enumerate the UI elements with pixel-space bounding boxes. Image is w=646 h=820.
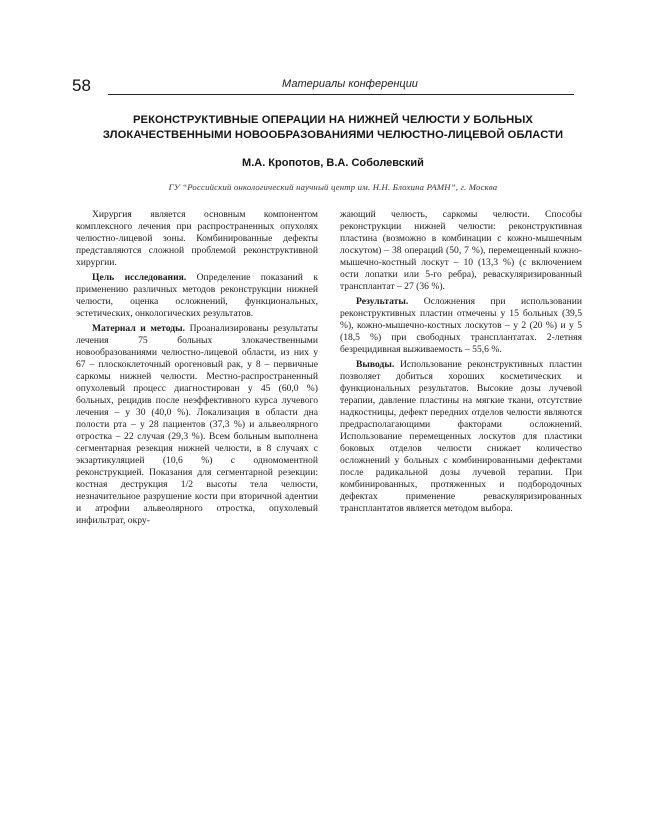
running-title: Материалы конференции bbox=[282, 78, 418, 90]
conclusions-label: Выводы. bbox=[356, 359, 395, 370]
methods-label: Материал и методы. bbox=[92, 323, 186, 334]
article-title: РЕКОНСТРУКТИВНЫЕ ОПЕРАЦИИ НА НИЖНЕЙ ЧЕЛЮСТИ У БОЛЬНЫХ ЗЛОКАЧЕСТВЕННЫМИ НОВООБРАЗОВАНИЯМИ ЧЕЛЮСТНО-ЛИЦЕВОЙ ОБЛАСТИ bbox=[102, 114, 564, 141]
results-paragraph bbox=[340, 296, 582, 356]
aim-paragraph bbox=[76, 272, 318, 320]
right-column bbox=[340, 209, 582, 518]
methods-paragraph bbox=[76, 323, 318, 527]
aim-label: Цель исследования. bbox=[92, 272, 187, 283]
left-column bbox=[76, 209, 318, 530]
page-number: 58 bbox=[72, 76, 91, 95]
methods-text: Проанализированы результаты лечения 75 больных злокачественными новообразованиями челюстно-лицевой области, из них у 67 – плоскоклеточный орогеновый рак, у 8 – первичные саркомы нижней челюсти. Местно-распространенный опухолевый процесс диагностирован у 45 (60,0 %) больных, рецидив после неэффективного курса лучевого лечения – у 30 (40,0 %). Локализация в области дна полости рта – у 28 пациентов (37,3 %) и альвеолярного отростка – 22 случая (29,3 %). Всем больным выполнена сегментарная резекция нижней челюсти, в 8 случаях с экзартикуляцией (10,6 %) с одномоментной реконструкцией. Показания для сегментарной резекции: костная деструкция 1/2 высоты тела челюсти, незначительное разрушение кости при вторичной адентии и атрофии альвеолярного отростка, опухолевый инфильтрат, окру- bbox=[76, 323, 319, 526]
intro-paragraph: Хирургия является основным компонентом комплексного лечения при распространенных опухолях челюстно-лицевой зоны. Комбинированные дефекты представляются сложной проблемой реконструктивной хирургии. bbox=[76, 209, 318, 268]
conclusions-text: Использование реконструктивных пластин позволяет добиться хороших косметических и функциональных результатов. Высокие дозы лучевой терапии, давление пластины на мягкие ткани, отсутствие надкостницы, дефект передних отделов челюсти являются предрасполагающими факторами осложнений. Использование перемещенных лоскутов для пластики боковых отделов челюсти снижает количество осложнений у больных с комбинированными дефектами после радикальной дозы лучевой терапии. При комбинированных, протяженных и подбородочных дефектах применение реваскуляризированных трансплантатов является методом выбора. bbox=[340, 359, 582, 514]
results-label: Результаты. bbox=[356, 296, 409, 307]
aim-text: Определение показаний к применению различных методов реконструкции нижней челюсти, оценка осложнений, функциональных, эстетических, онкологических результатов. bbox=[76, 272, 318, 319]
article-affiliation: ГУ “Российский онкологический научный центр им. Н.Н. Блохина РАМН”, г. Москва bbox=[168, 182, 498, 192]
conclusions-paragraph bbox=[340, 359, 582, 515]
methods-continuation: жающий челюсть, саркомы челюсти. Способы реконструкции нижней челюсти: реконструктивная пластина (возможно в комбинации с кожно-мышечным лоскутом) – 38 операций (50, 7 %), перемещенный кожно-мышечно-костный лоскут – 10 (13,3 %) (с включением ости лопатки или 5-го ребра), реваскуляризированный трансплантат – 27 (36 %). bbox=[340, 209, 582, 292]
results-text: Осложнения при использовании реконструктивных пластин отмечены у 15 больных (39,5 %), кожно-мышечно-костных лоскутов – у 2 (20 %) и у 5 (18,5 %) при свободных трансплантатах. 2-летняя безрецидивная выживаемость – 55,6 %. bbox=[340, 296, 582, 355]
header-rule bbox=[108, 94, 574, 95]
article-authors: М.А. Кропотов, В.А. Соболевский bbox=[242, 157, 424, 169]
